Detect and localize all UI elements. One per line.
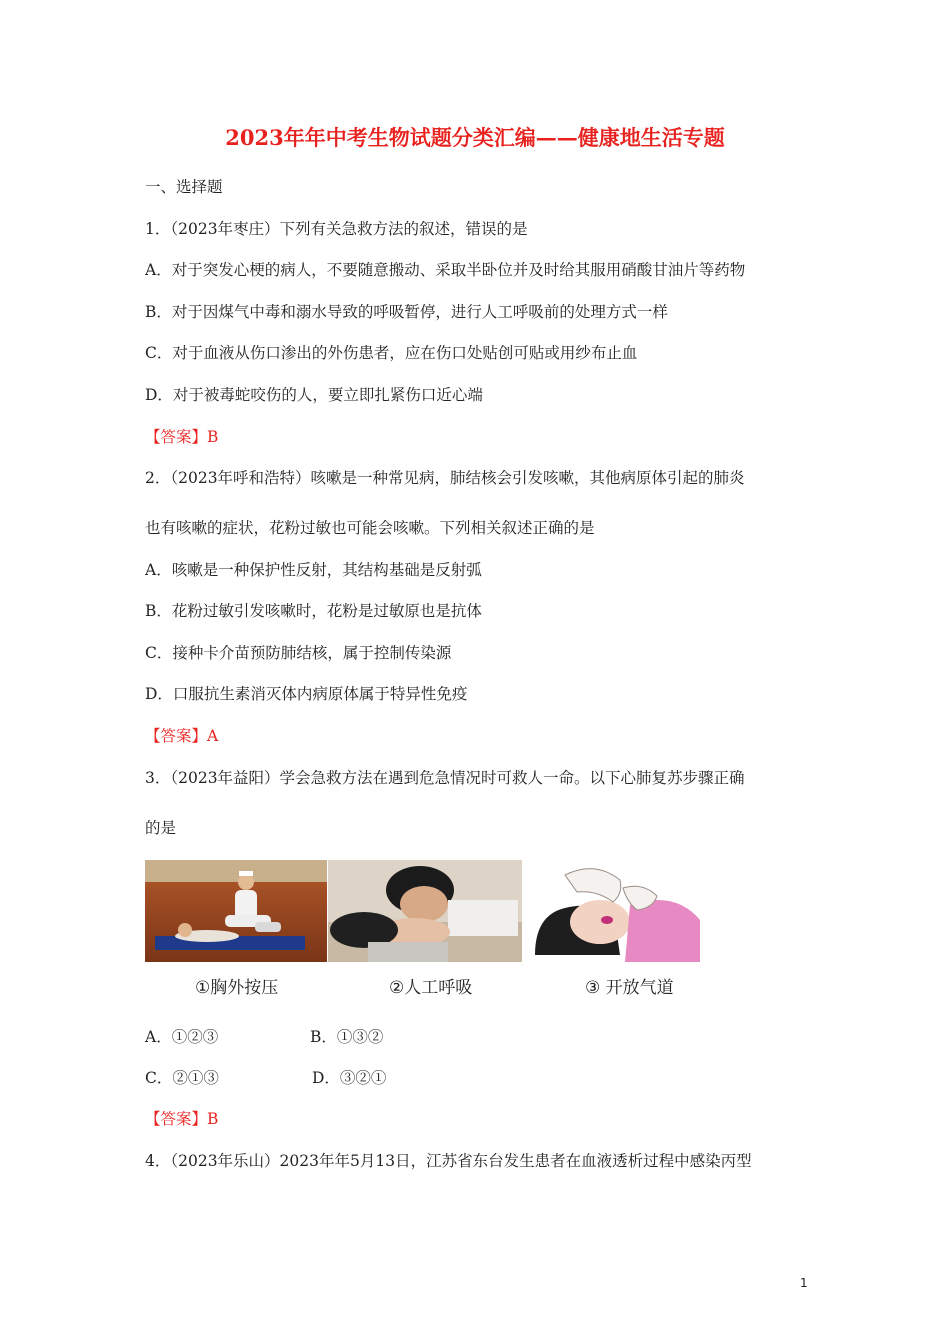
question-2-stem-line2: 也有咳嗽的症状，花粉过敏也可能会咳嗽。下列相关叙述正确的是 (145, 519, 595, 537)
question-2-option-c: C．接种卡介苗预防肺结核，属于控制传染源 (145, 644, 452, 662)
question-3-option-c: C．②①③ (145, 1069, 219, 1087)
open-airway-illustration (525, 860, 705, 962)
question-1-option-c: C．对于血液从伤口渗出的外伤患者，应在伤口处贴创可贴或用纱布止血 (145, 344, 638, 362)
section-heading: 一、选择题 (145, 178, 223, 196)
question-1-option-a: A．对于突发心梗的病人，不要随意搬动、采取半卧位并及时给其服用硝酸甘油片等药物 (145, 261, 746, 279)
question-3-option-b: B．①③② (310, 1028, 384, 1046)
question-1-option-d: D．对于被毒蛇咬伤的人，要立即扎紧伤口近心端 (145, 386, 483, 404)
caption-open-airway: ③ 开放气道 (585, 978, 674, 998)
cpr-steps-figure (145, 860, 705, 1000)
question-3-option-d: D．③②① (312, 1069, 387, 1087)
question-3-option-a: A．①②③ (145, 1028, 219, 1046)
question-2-answer: 【答案】A (145, 727, 219, 745)
question-3-answer: 【答案】B (145, 1110, 219, 1128)
caption-rescue-breathing: ②人工呼吸 (389, 978, 473, 998)
page-number: 1 (800, 1276, 808, 1290)
question-2-option-b: B．花粉过敏引发咳嗽时，花粉是过敏原也是抗体 (145, 602, 482, 620)
question-2-option-a: A．咳嗽是一种保护性反射，其结构基础是反射弧 (145, 561, 482, 579)
question-3-stem-line2: 的是 (145, 819, 177, 837)
question-4-stem-line1: 4．（2023年乐山）2023年年5月13日，江苏省东台发生患者在血液透析过程中感染丙型 (145, 1152, 752, 1170)
document-title: 2023年年中考生物试题分类汇编——健康地生活专题 (225, 125, 725, 150)
question-1-stem: 1．（2023年枣庄）下列有关急救方法的叙述，错误的是 (145, 220, 528, 238)
chest-compression-photo (145, 860, 327, 962)
question-2-stem-line1: 2．（2023年呼和浩特）咳嗽是一种常见病，肺结核会引发咳嗽，其他病原体引起的肺炎 (145, 469, 745, 487)
caption-chest-compression: ①胸外按压 (195, 978, 279, 998)
question-2-option-d: D．口服抗生素消灭体内病原体属于特异性免疫 (145, 685, 468, 703)
rescue-breathing-photo (328, 860, 522, 962)
question-3-stem-line1: 3．（2023年益阳）学会急救方法在遇到危急情况时可救人一命。以下心肺复苏步骤正确 (145, 769, 745, 787)
question-1-option-b: B．对于因煤气中毒和溺水导致的呼吸暂停，进行人工呼吸前的处理方式一样 (145, 303, 668, 321)
question-1-answer: 【答案】B (145, 428, 219, 446)
